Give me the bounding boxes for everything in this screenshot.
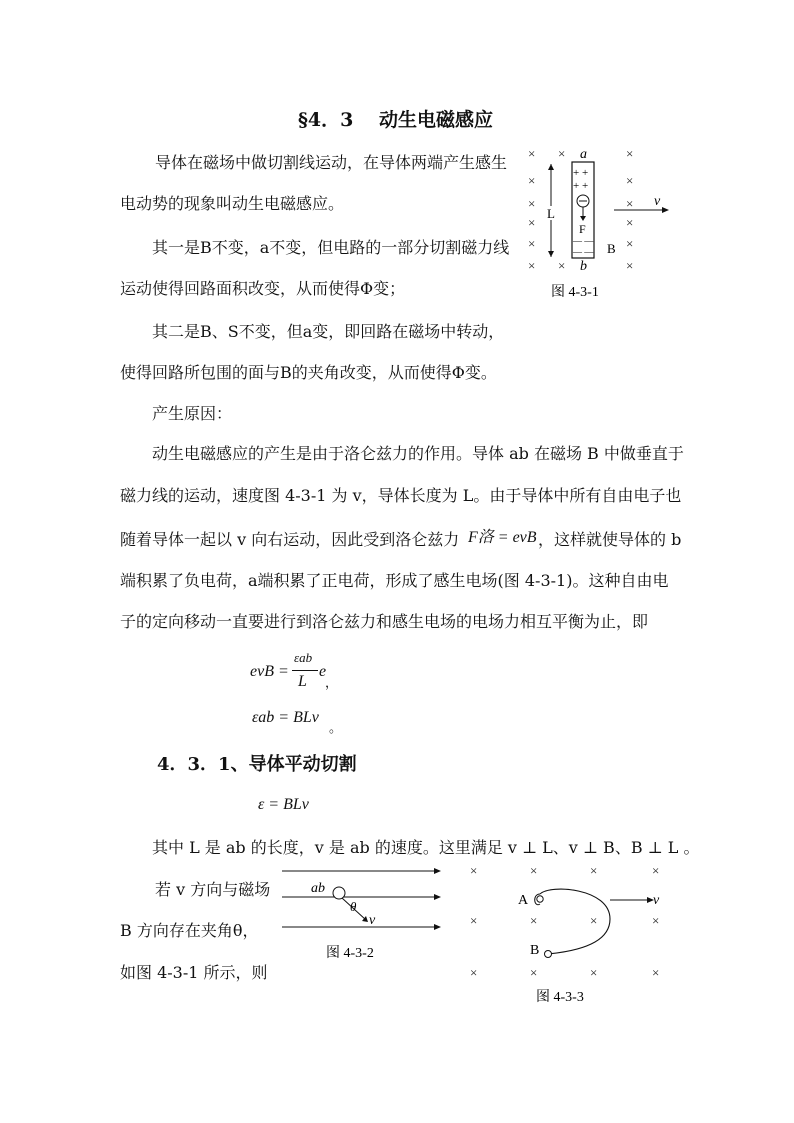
case2-line-2: 使得回路所包围的面与B的夹角改变，从而使得Φ变。 xyxy=(120,363,497,382)
case2-line-1: 其二是B、S不变，但a变，即回路在磁场中转动， xyxy=(152,322,505,341)
figure-4-3-3 xyxy=(460,858,675,1008)
eq3: ε = BLv xyxy=(258,796,309,813)
label-v: v xyxy=(653,893,660,908)
field-cross: × xyxy=(530,913,538,928)
eq1-left: evB = xyxy=(250,663,289,680)
field-cross: × xyxy=(558,258,566,273)
field-cross: × xyxy=(528,258,536,273)
field-cross: × xyxy=(590,965,598,980)
plus-charges: + + xyxy=(573,167,589,179)
body-line-5: 子的定向移动一直要进行到洛仑兹力和感生电场的电场力相互平衡为止，即 xyxy=(120,612,649,631)
field-cross: × xyxy=(626,215,634,230)
label-b: b xyxy=(580,259,587,274)
field-cross: × xyxy=(590,863,598,878)
conductor-icon xyxy=(333,887,345,899)
figure-caption-4-3-1: 图 4-3-1 xyxy=(551,285,599,300)
body-line-3b: ，这样就使导体的 b xyxy=(538,530,682,549)
field-cross: × xyxy=(558,146,566,161)
label-a: a xyxy=(580,147,587,162)
label-ab: ab xyxy=(311,881,325,896)
case1-line-1: 其一是B不变，a不变，但电路的一部分切割磁力线 xyxy=(152,238,510,257)
field-cross: × xyxy=(626,196,634,211)
point-B-icon xyxy=(545,951,552,958)
field-cross: × xyxy=(528,236,536,251)
eq2-tail: 。 xyxy=(329,721,343,736)
intro-line-1: 导体在磁场中做切割线运动，在导体两端产生感生 xyxy=(155,153,508,172)
eq1-right: e xyxy=(319,663,327,680)
field-cross: × xyxy=(626,146,634,161)
field-cross: × xyxy=(530,863,538,878)
field-cross: × xyxy=(626,173,634,188)
intro-line-2: 电动势的现象叫动生电磁感应。 xyxy=(120,194,345,213)
eq1-denominator: L xyxy=(298,673,307,690)
field-cross: × xyxy=(652,863,660,878)
figure-caption-4-3-2: 图 4-3-2 xyxy=(326,946,374,961)
label-A: A xyxy=(518,893,529,908)
eq1-numerator: εab xyxy=(294,650,313,665)
minus-charges: — — xyxy=(573,247,594,257)
field-cross: × xyxy=(528,215,536,230)
field-cross: × xyxy=(470,913,478,928)
plus-charges: + + xyxy=(573,180,589,192)
field-cross: × xyxy=(530,965,538,980)
reason-heading: 产生原因： xyxy=(152,404,233,423)
minus-charges: — — xyxy=(573,236,594,246)
page-title: §4．3 动生电磁感应 xyxy=(298,109,493,131)
point-A-icon xyxy=(537,896,543,902)
field-cross: × xyxy=(528,196,536,211)
label-B: B xyxy=(607,241,616,256)
field-cross: × xyxy=(626,258,634,273)
label-F: F xyxy=(579,222,586,236)
body-line-1: 动生电磁感应的产生是由于洛仑兹力的作用。导体 ab 在磁场 B 中做垂直于 xyxy=(152,444,684,463)
eq1-tail: ， xyxy=(325,676,339,691)
label-theta: θ xyxy=(350,899,357,914)
figure-caption-4-3-3: 图 4-3-3 xyxy=(536,990,584,1005)
figure-4-3-1 xyxy=(518,140,678,305)
label-L: L xyxy=(547,206,555,221)
field-cross: × xyxy=(470,965,478,980)
lorentz-formula: F洛 = evB xyxy=(468,529,537,546)
field-cross: × xyxy=(652,913,660,928)
label-v: v xyxy=(369,913,376,928)
body-line-4: 端积累了负电荷，a端积累了正电荷，形成了感生电场(图 4-3-1)。这种自由电 xyxy=(120,571,669,590)
field-cross: × xyxy=(626,236,634,251)
label-B: B xyxy=(530,943,540,958)
field-cross: × xyxy=(528,173,536,188)
label-v: v xyxy=(654,194,661,209)
curved-conductor xyxy=(540,889,610,954)
figure-4-3-2 xyxy=(280,860,450,965)
condition-line: 其中 L 是 ab 的长度，v 是 ab 的速度。这里满足 v ⊥ L、v ⊥ B、B ⊥ L 。 xyxy=(152,838,700,857)
field-cross: × xyxy=(528,146,536,161)
body-line-3a: 随着导体一起以 v 向右运动，因此受到洛仑兹力 xyxy=(120,530,460,549)
oblique-line-1: 若 v 方向与磁场 xyxy=(155,880,271,899)
oblique-line-3: 如图 4-3-1 所示，则 xyxy=(120,963,268,982)
eq1-fraction-bar xyxy=(292,670,318,671)
field-cross: × xyxy=(590,913,598,928)
eq2: εab = BLv xyxy=(252,709,319,726)
case1-line-2: 运动使得回路面积改变，从而使得Φ变； xyxy=(120,279,406,298)
field-cross: × xyxy=(470,863,478,878)
field-cross: × xyxy=(652,965,660,980)
oblique-line-2: B 方向存在夹角θ， xyxy=(120,921,259,940)
body-line-2: 磁力线的运动，速度图 4-3-1 为 v，导体长度为 L。由于导体中所有自由电子也 xyxy=(120,486,682,505)
section-heading: 4．3．1、导体平动切割 xyxy=(157,754,357,775)
